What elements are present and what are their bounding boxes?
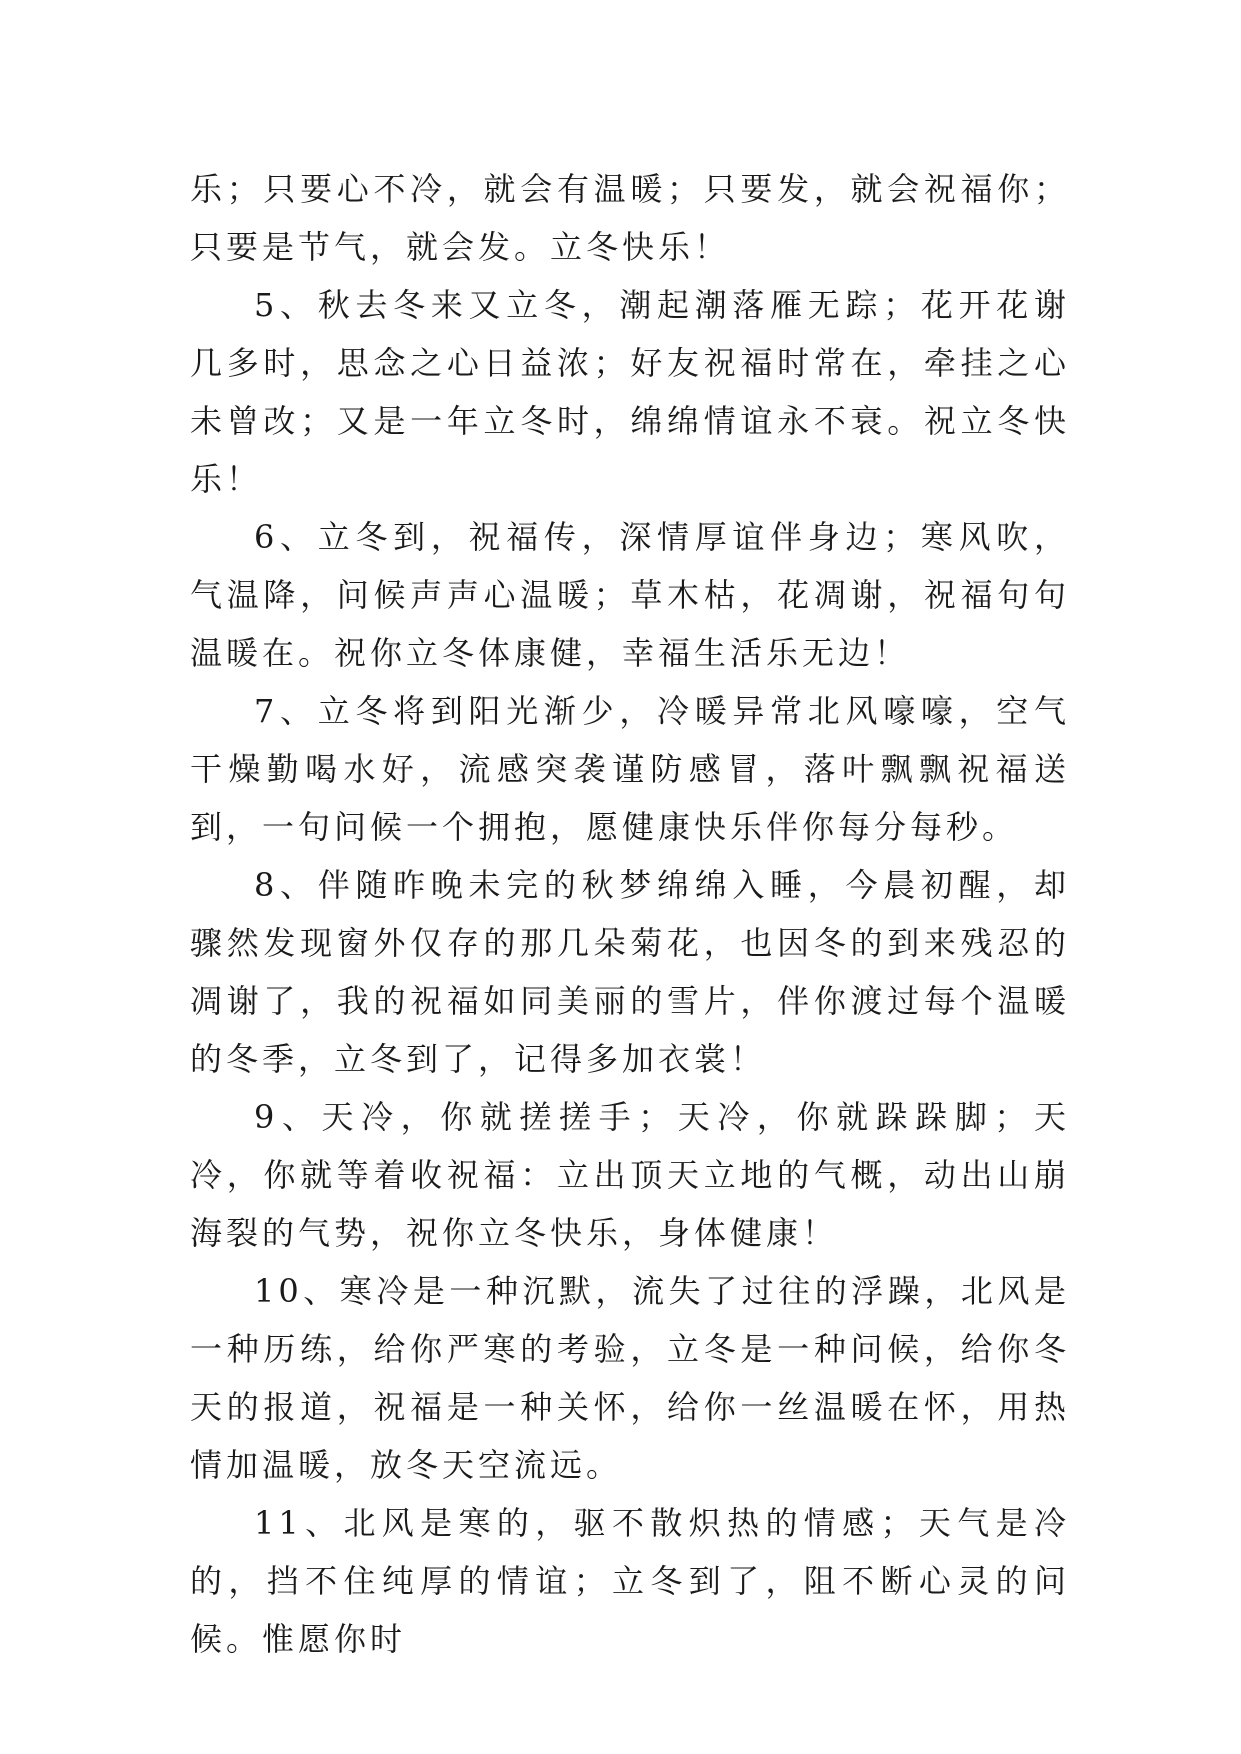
paragraph-item-7: 7、立冬将到阳光渐少，冷暖异常北风嚎嚎，空气干燥勤喝水好，流感突袭谨防感冒，落叶飘飘祝福送到，一句问候一个拥抱，愿健康快乐伴你每分每秒。: [190, 692, 1070, 846]
paragraph-continuation: 乐；只要心不冷，就会有温暖；只要发，就会祝福你；只要是节气，就会发。立冬快乐！: [190, 170, 1070, 266]
paragraph-item-8: 8、伴随昨晚未完的秋梦绵绵入睡，今晨初醒，却骤然发现窗外仅存的那几朵菊花，也因冬的到来残忍的凋谢了，我的祝福如同美丽的雪片，伴你渡过每个温暖的冬季，立冬到了，记得多加衣裳！: [190, 866, 1070, 1078]
paragraph-item-5: 5、秋去冬来又立冬，潮起潮落雁无踪；花开花谢几多时，思念之心日益浓；好友祝福时常在，牵挂之心未曾改；又是一年立冬时，绵绵情谊永不衰。祝立冬快乐！: [190, 286, 1070, 498]
paragraph-item-11: 11、北风是寒的，驱不散炽热的情感；天气是冷的，挡不住纯厚的情谊；立冬到了，阻不断心灵的问候。惟愿你时: [190, 1504, 1070, 1658]
document-body: [190, 160, 1070, 1668]
paragraph-item-6: 6、立冬到，祝福传，深情厚谊伴身边；寒风吹，气温降，问候声声心温暖；草木枯，花凋谢，祝福句句温暖在。祝你立冬体康健，幸福生活乐无边！: [190, 518, 1070, 672]
paragraph-item-10: 10、寒冷是一种沉默，流失了过往的浮躁，北风是一种历练，给你严寒的考验，立冬是一种问候，给你冬天的报道，祝福是一种关怀，给你一丝温暖在怀，用热情加温暖，放冬天空流远。: [190, 1272, 1070, 1484]
paragraph-item-9: 9、天冷，你就搓搓手；天冷，你就跺跺脚；天冷，你就等着收祝福：立出顶天立地的气概，动出山崩海裂的气势，祝你立冬快乐，身体健康！: [190, 1098, 1070, 1252]
